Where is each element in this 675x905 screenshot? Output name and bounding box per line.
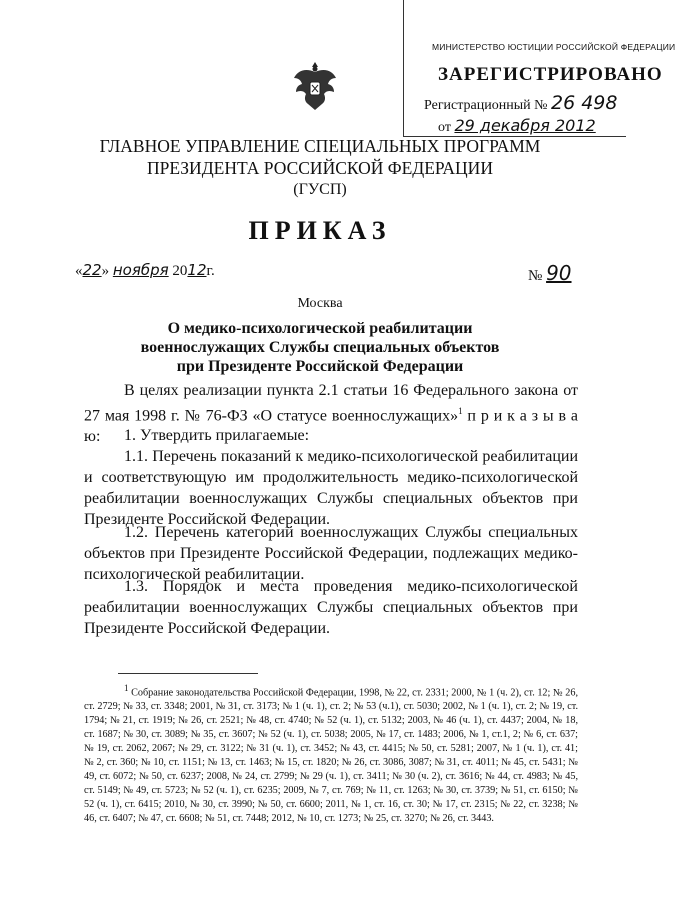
order-number (528, 261, 572, 285)
paragraph-1: 1. Утвердить прилагаемые: (124, 427, 310, 444)
stamp-registered-label: ЗАРЕГИСТРИРОВАНО (438, 64, 663, 85)
stamp-date-line (438, 116, 596, 136)
stamp-registration-number-line (424, 92, 617, 114)
order-date-day: 22 (82, 261, 102, 279)
order-number-label: № (528, 268, 543, 284)
document-type-title: ПРИКАЗ (248, 216, 392, 245)
order-date-year-prefix: 20 (172, 263, 188, 279)
order-date-suffix: г. (206, 263, 215, 279)
intro-decree-word: п р и к а з ы в а ю: (84, 407, 579, 446)
paragraph-1-3: 1.3. Порядок и места проведения медико-психологической реабилитации военнослужащих Службы специальных объектов при Президенте Российской Федерации. (84, 578, 578, 637)
paragraph-1-1: 1.1. Перечень показаний к медико-психологической реабилитации и соответствующую им продолжительность медико-психологической реабилитации военнослужащих Службы специальных объектов при Президенте Российской Федерации. (84, 448, 578, 528)
footnote-text: Собрание законодательства Российской Федерации, 1998, № 22, ст. 2331; 2000, № 1 (ч. 2), ст. 12; № 26, ст. 2729; № 33, ст. 3348; 2001, № 31, ст. 3173; № 1 (ч. 1), ст. 2; № 53 (ч.1), ст. 5030; 2002, № 1 (ч. 1), ст. 2; № 19, ст. 1794; № 21, ст. 1919; № 26, ст. 2521; № 48, ст. 4740; № 52 (ч. 1), ст. 5132; 2003, № 46 (ч. 1), ст. 4437; 2004, № 18, ст. 1687; № 30, ст. 3089; № 35, ст. 3607; № 52 (ч. 1), ст. 5038; 2005, № 17, ст. 1483; 2006, № 1, ст.1, 2; № 6, ст. 637; № 19, ст. 2062, 2067; № 29, ст. 3122; № 31 (ч. 1), ст. 3452; № 43, ст. 4415; № 50, ст. 5281; 2007, № 1 (ч. 1), ст. 41; № 2, ст. 360; № 10, ст. 1151; № 13, ст. 1463; № 15, ст. 1820; № 26, ст. 3086, 3087; № 31, ст. 4011; № 45, ст. 5431; № 49, ст. 6072; № 50, ст. 6237; 2008, № 24, ст. 2799; № 29 (ч. 1), ст. 3411; № 30 (ч. 2), ст. 3616; № 44, ст. 4983; № 45, ст. 5149; № 49, ст. 5723; № 52 (ч. 1), ст. 6235; 2009, № 7, ст. 769; № 11, ст. 1263; № 30, ст. 3739; № 51, ст. 6150; № 52 (ч. 1), ст. 6415; 2010, № 30, ст. 3990; № 50, ст. 6600; 2011, № 1, ст. 16, ст. 30; № 17, ст. 2315; № 22, ст. 3238; № 46, ст. 6407; № 47, ст. 6608; № 51, ст. 7448; 2012, № 10, ст. 1273; № 25, ст. 3270; № 26, ст. 3443. (84, 687, 578, 825)
org-name-line1: ГЛАВНОЕ УПРАВЛЕНИЕ СПЕЦИАЛЬНЫХ ПРОГРАММ (99, 136, 541, 156)
paragraph-1-2: 1.2. Перечень категорий военнослужащих Службы специальных объектов при Президенте Российской Федерации, подлежащих медико-психологической реабилитации. (84, 524, 578, 583)
org-name-line2: ПРЕЗИДЕНТА РОССИЙСКОЙ ФЕДЕРАЦИИ (147, 158, 493, 178)
order-title-line1: О медико-психологической реабилитации (167, 320, 473, 337)
stamp-registration-number: 26 498 (551, 92, 618, 114)
order-date-year: 12 (187, 261, 207, 279)
stamp-date-label: от (438, 120, 451, 135)
stamp-ministry-name: МИНИСТЕРСТВО ЮСТИЦИИ РОССИЙСКОЙ ФЕДЕРАЦИИ (432, 42, 675, 52)
stamp-date-value: 29 декабря 2012 (454, 116, 596, 135)
order-number-value: 90 (546, 261, 572, 285)
stamp-registration-label: Регистрационный № (424, 98, 548, 113)
order-title-line3: при Президенте Российской Федерации (176, 358, 464, 375)
footnote (84, 681, 578, 826)
footnote-ref: 1 (458, 406, 463, 416)
order-date: «22» ноября 2012г. (75, 261, 215, 279)
order-city: Москва (297, 296, 343, 311)
order-title-line2: военнослужащих Службы специальных объектов (140, 339, 500, 356)
intro-text: В целях реализации пункта 2.1 статьи 16 Федерального закона от 27 мая 1998 г. № 76-ФЗ «О статусе военнослужащих» (84, 382, 578, 425)
order-title (0, 319, 640, 376)
coat-of-arms-emblem (292, 58, 338, 114)
footnote-marker: 1 (124, 683, 129, 693)
org-abbreviation: (ГУСП) (293, 181, 347, 198)
footnote-divider (118, 673, 258, 674)
order-date-month: ноября (112, 261, 169, 279)
